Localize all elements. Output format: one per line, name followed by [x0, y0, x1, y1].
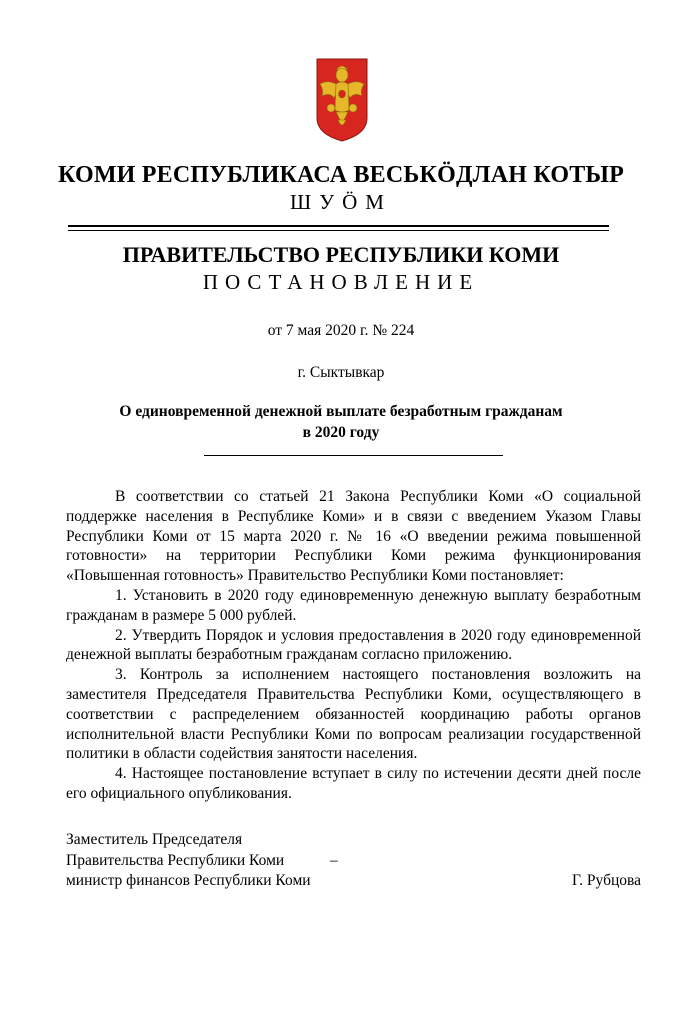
document-date-number: от 7 мая 2020 г. № 224 — [267, 322, 415, 339]
russian-document-type: ПОСТАНОВЛЕНИЕ — [202, 270, 480, 294]
komi-document-type: ШУÖМ — [290, 190, 392, 214]
signatory-ministry: министр финансов Республики Коми — [66, 872, 311, 889]
signatory-dash: – — [330, 851, 338, 869]
signatory-name: Г. Рубцова — [571, 872, 641, 889]
preamble-paragraph: В соответствии со статьей 21 Закона Республики Коми «О социальной поддержке населения в Республике Коми» и в связи с введением Указом Главы Республики Коми от 15 марта 2020 г. № 16 «О введении режима повышенной готовности» на территории Республики Коми режима функционирования «Повышенная готовность» Правительство Республики Коми постановляет: — [66, 488, 641, 585]
clause-paragraph: 4. Настоящее постановление вступает в силу по истечении десяти дней после его официального опубликования. — [66, 765, 641, 802]
header-divider-thin — [68, 230, 609, 231]
document-title-line-1: О единовременной денежной выплате безработным гражданам — [119, 403, 563, 420]
header-divider-thick — [68, 225, 609, 227]
document-body — [66, 487, 641, 804]
signatory-title-line — [66, 871, 641, 892]
komi-coat-of-arms-icon — [316, 58, 368, 142]
komi-government-heading: КОМИ РЕСПУБЛИКАСА ВЕСЬКÖДЛАН КОТЫР — [57, 162, 625, 188]
document-title-line-2: в 2020 году — [302, 424, 380, 441]
signatory-position: Заместитель Председателя — [66, 831, 243, 848]
clause-paragraph: 1. Установить в 2020 году единовременную денежную выплату безработным гражданам в размере 5 000 рублей. — [66, 586, 641, 624]
signatory-title-line — [66, 830, 641, 851]
russian-government-heading: ПРАВИТЕЛЬСТВО РЕСПУБЛИКИ КОМИ — [122, 242, 560, 267]
title-underline — [204, 455, 503, 456]
signature-block — [66, 830, 641, 892]
clause-paragraph: 2. Утвердить Порядок и условия предоставления в 2020 году единовременной денежной выплаты безработным гражданам согласно приложению. — [66, 626, 641, 664]
document-city: г. Сыктывкар — [297, 364, 385, 381]
clause-paragraph: 3. Контроль за исполнением настоящего постановления возложить на заместителя Председателя Правительства Республики Коми, осуществляющего в соответствии с распределением обязанностей координацию работы органов исполнительной власти Республики Коми по вопросам реализации государственной политики в области содействия занятости населения. — [66, 666, 641, 763]
signatory-title-line — [66, 851, 641, 872]
signatory-organization: Правительства Республики Коми — [66, 851, 285, 869]
